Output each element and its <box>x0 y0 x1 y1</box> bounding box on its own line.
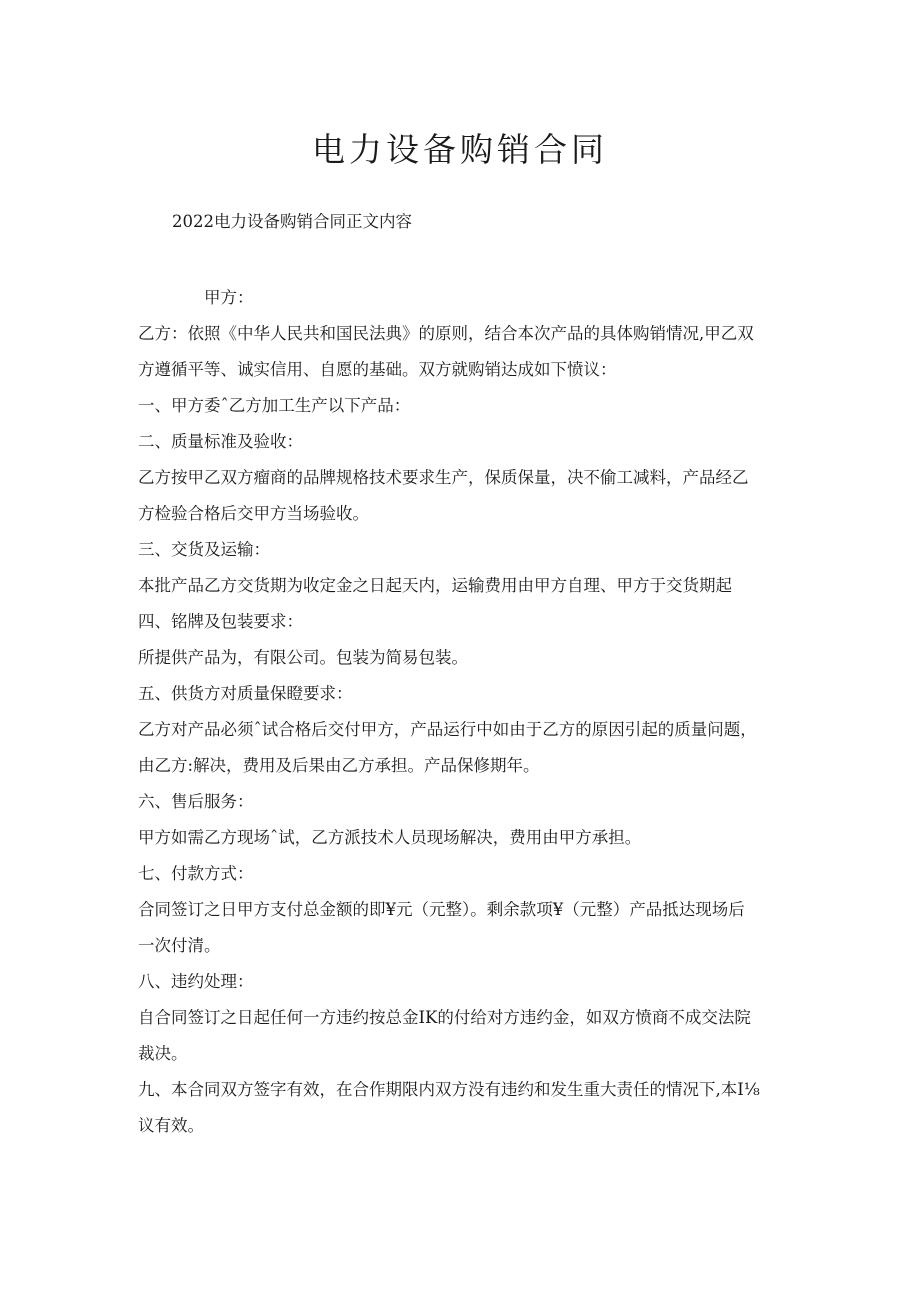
paragraph-line: 自合同签订之日起任何一方违约按总金IK的付给对方违约金，如双方愤商不成交法院 <box>138 1008 751 1027</box>
section-heading-5: 五、供货方对质量保瞪要求： <box>138 684 353 703</box>
party-a-line: 甲方： <box>204 288 254 307</box>
paragraph-line: 一次付清。 <box>138 936 221 955</box>
section-heading-7: 七、付款方式： <box>138 864 254 883</box>
paragraph-line: 方遵循平等、诚实信用、自愿的基础。双方就购销达成如下愤议： <box>138 360 617 379</box>
contract-body <box>138 280 788 1144</box>
document-subtitle: 2022电力设备购销合同正文内容 <box>172 212 412 231</box>
paragraph-line: 乙方按甲乙双方瘤商的品牌规格技术要求生产，保质保量，决不偷工减料，产品经乙 <box>138 468 749 487</box>
paragraph-line: 裁决。 <box>138 1044 188 1063</box>
paragraph-line: 乙方：依照《中华人民共和国民法典》的原则，结合本次产品的具体购销情况,甲乙双 <box>138 324 754 343</box>
paragraph-line: 议有效。 <box>138 1116 204 1135</box>
paragraph-line: 乙方对产品必须ˆ试合格后交付甲方，产品运行中如由于乙方的原因引起的质量问题， <box>138 720 757 739</box>
section-heading-8: 八、违约处理： <box>138 972 254 991</box>
paragraph-line: 方检验合格后交甲方当场验收。 <box>138 504 369 523</box>
paragraph-line: 甲方如需乙方现场ˆ试，乙方派技术人员现场解决，费用由甲方承担。 <box>138 828 642 847</box>
section-heading-2: 二、质量标准及验收： <box>138 432 303 451</box>
paragraph-line: 所提供产品为，有限公司。包装为简易包装。 <box>138 648 468 667</box>
section-heading-3: 三、交货及运输： <box>138 540 270 559</box>
paragraph-line: 合同签订之日甲方支付总金额的即¥元（元整）。剩余款项¥（元整）产品抵达现场后 <box>138 900 745 919</box>
section-heading-4: 四、铭牌及包装要求： <box>138 612 303 631</box>
document-title: 电力设备购销合同 <box>312 130 608 169</box>
section-heading-9: 九、本合同双方签字有效，在合作期限内双方没有违约和发生重大责任的情况下,本I⅛ <box>138 1080 760 1099</box>
section-heading-6: 六、售后服务： <box>138 792 254 811</box>
paragraph-line: 本批产品乙方交货期为收定金之日起天内，运输费用由甲方自理、甲方于交货期起 <box>138 576 732 595</box>
section-heading-1: 一、甲方委ˆ乙方加工生产以下产品： <box>138 396 411 415</box>
paragraph-line: 由乙方:解决，费用及后果由乙方承担。产品保修期年。 <box>138 756 540 775</box>
